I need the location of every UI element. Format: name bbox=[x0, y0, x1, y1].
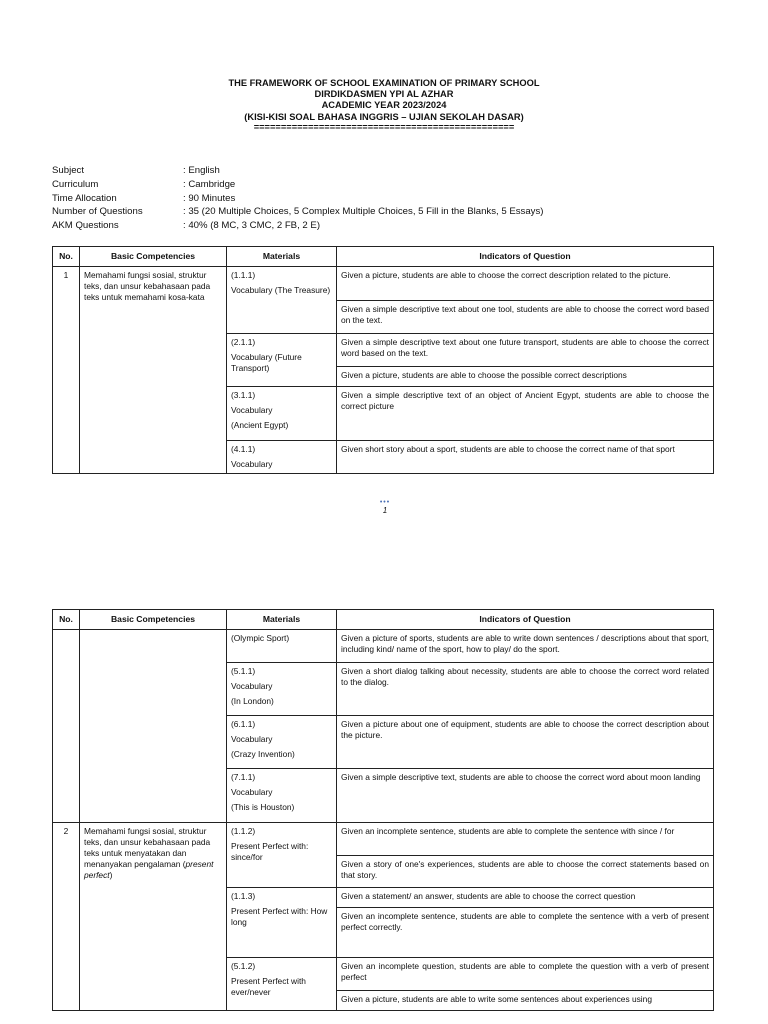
row-number: 1 bbox=[53, 267, 80, 474]
col-header-indicators: Indicators of Question bbox=[337, 247, 714, 267]
material-name: Vocabulary (The Treasure) bbox=[231, 285, 331, 295]
material-code: (5.1.2) bbox=[231, 961, 256, 971]
col-header-competencies: Basic Competencies bbox=[80, 247, 227, 267]
basic-competency: Memahami fungsi sosial, struktur teks, dan unsur kebahasaan pada teks untuk memahami kosa-kata bbox=[80, 267, 227, 474]
material-cell bbox=[227, 888, 337, 958]
material-name: (Olympic Sport) bbox=[231, 633, 290, 643]
page-number: ••• 1 bbox=[375, 500, 395, 515]
material-cell bbox=[227, 334, 337, 387]
col-header-competencies: Basic Competencies bbox=[80, 610, 227, 630]
table-header-row bbox=[53, 247, 714, 267]
info-row-curriculum: Curriculum : Cambridge bbox=[52, 178, 236, 190]
material-code: (5.1.1) bbox=[231, 666, 256, 676]
header-academic-year: ACADEMIC YEAR 2023/2024 bbox=[321, 100, 447, 111]
material-name: Vocabulary bbox=[231, 734, 273, 744]
material-name: Present Perfect with ever/never bbox=[231, 976, 306, 997]
material-topic: (This is Houston) bbox=[231, 802, 295, 812]
material-code: (2.1.1) bbox=[231, 337, 256, 347]
col-header-materials: Materials bbox=[227, 610, 337, 630]
material-name: Vocabulary bbox=[231, 787, 273, 797]
document-header bbox=[0, 78, 768, 131]
col-header-indicators: Indicators of Question bbox=[337, 610, 714, 630]
header-title: THE FRAMEWORK OF SCHOOL EXAMINATION OF PRIMARY SCHOOL bbox=[228, 78, 540, 88]
material-name: Present Perfect with: since/for bbox=[231, 841, 309, 862]
basic-competency bbox=[80, 630, 227, 823]
material-cell bbox=[227, 663, 337, 716]
material-name: Vocabulary bbox=[231, 459, 273, 469]
indicator: Given an incomplete sentence, students are able to complete the sentence with since / for bbox=[337, 823, 714, 856]
material-code: (7.1.1) bbox=[231, 772, 256, 782]
exam-info bbox=[52, 164, 543, 233]
page-gap bbox=[0, 560, 768, 588]
table-row bbox=[53, 630, 714, 663]
indicator: Given a picture, students are able to choose the possible correct descriptions bbox=[337, 367, 714, 387]
indicator: Given a simple descriptive text of an object of Ancient Egypt, students are able to choose the correct picture bbox=[337, 387, 714, 441]
material-topic: (Ancient Egypt) bbox=[231, 420, 289, 430]
indicator: Given a story of one's experiences, students are able to choose the correct statements based on that story. bbox=[337, 856, 714, 888]
material-code: (3.1.1) bbox=[231, 390, 256, 400]
material-cell bbox=[227, 267, 337, 334]
info-row-subject: Subject : English bbox=[52, 165, 220, 176]
info-row-time: Time Allocation : 90 Minutes bbox=[52, 192, 236, 204]
material-code: (1.1.1) bbox=[231, 270, 256, 280]
indicator: Given a picture, students are able to write some sentences about experiences using bbox=[337, 991, 714, 1011]
indicator: Given a short dialog talking about necessity, students are able to choose the correct word related to the dialog. bbox=[337, 663, 714, 716]
material-topic: (Crazy Invention) bbox=[231, 749, 295, 759]
material-cell bbox=[227, 823, 337, 888]
page-2 bbox=[0, 588, 768, 1024]
indicator: Given a simple descriptive text about one tool, students are able to choose the correct word based on the text. bbox=[337, 301, 714, 334]
material-cell bbox=[227, 958, 337, 1011]
material-code: (6.1.1) bbox=[231, 719, 256, 729]
indicator: Given a picture about one of equipment, students are able to choose the correct description about the picture. bbox=[337, 716, 714, 769]
material-code: (1.1.2) bbox=[231, 826, 256, 836]
indicator: Given a picture of sports, students are able to write down sentences / descriptions about that sport, including kind/ name of the sport, how to play/ do the sport. bbox=[337, 630, 714, 663]
framework-table-page-2 bbox=[52, 609, 714, 1011]
header-subtitle: (KISI-KISI SOAL BAHASA INGGRIS – UJIAN SEKOLAH DASAR) bbox=[244, 111, 524, 122]
indicator: Given a picture, students are able to choose the correct description related to the picture. bbox=[337, 267, 714, 301]
material-cell bbox=[227, 630, 337, 663]
material-cell bbox=[227, 441, 337, 474]
framework-table-page-1 bbox=[52, 246, 714, 474]
header-institution: DIRDIKDASMEN YPI AL AZHAR bbox=[314, 89, 454, 100]
col-header-no: No. bbox=[53, 610, 80, 630]
material-name: Present Perfect with: How long bbox=[231, 906, 328, 927]
table-row bbox=[53, 823, 714, 856]
indicator: Given an incomplete question, students are able to complete the question with a verb of present perfect bbox=[337, 958, 714, 991]
info-row-akm: AKM Questions : 40% (8 MC, 3 CMC, 2 FB, 2 E) bbox=[52, 220, 321, 232]
material-name: Vocabulary (Future Transport) bbox=[231, 352, 302, 373]
material-cell bbox=[227, 769, 337, 823]
indicator: Given an incomplete sentence, students are able to complete the sentence with a verb of present perfect correctly. bbox=[337, 908, 714, 958]
col-header-no: No. bbox=[53, 247, 80, 267]
material-code: (1.1.3) bbox=[231, 891, 256, 901]
indicator: Given a statement/ an answer, students are able to choose the correct question bbox=[337, 888, 714, 908]
table-header-row bbox=[53, 610, 714, 630]
indicator: Given short story about a sport, students are able to choose the correct name of that sport bbox=[337, 441, 714, 474]
row-number bbox=[53, 630, 80, 823]
material-name: Vocabulary bbox=[231, 405, 273, 415]
material-cell bbox=[227, 387, 337, 441]
material-cell bbox=[227, 716, 337, 769]
material-topic: (In London) bbox=[231, 696, 274, 706]
table-row bbox=[53, 267, 714, 301]
material-code: (4.1.1) bbox=[231, 444, 256, 454]
page-dots-icon: ••• bbox=[379, 499, 391, 506]
row-number: 2 bbox=[53, 823, 80, 1011]
material-name: Vocabulary bbox=[231, 681, 273, 691]
header-rule: ================================================ bbox=[253, 121, 515, 132]
basic-competency: Memahami fungsi sosial, struktur teks, dan unsur kebahasaan pada teks untuk menyatakan dan menanyakan pengalaman (present perfect) bbox=[80, 823, 227, 1011]
indicator: Given a simple descriptive text, students are able to choose the correct word about moon landing bbox=[337, 769, 714, 823]
col-header-materials: Materials bbox=[227, 247, 337, 267]
indicator: Given a simple descriptive text about one future transport, students are able to choose the correct word based on the text. bbox=[337, 334, 714, 367]
info-row-questions: Number of Questions : 35 (20 Multiple Choices, 5 Complex Multiple Choices, 5 Fill in the Blanks, 5 Essays) bbox=[52, 206, 544, 218]
